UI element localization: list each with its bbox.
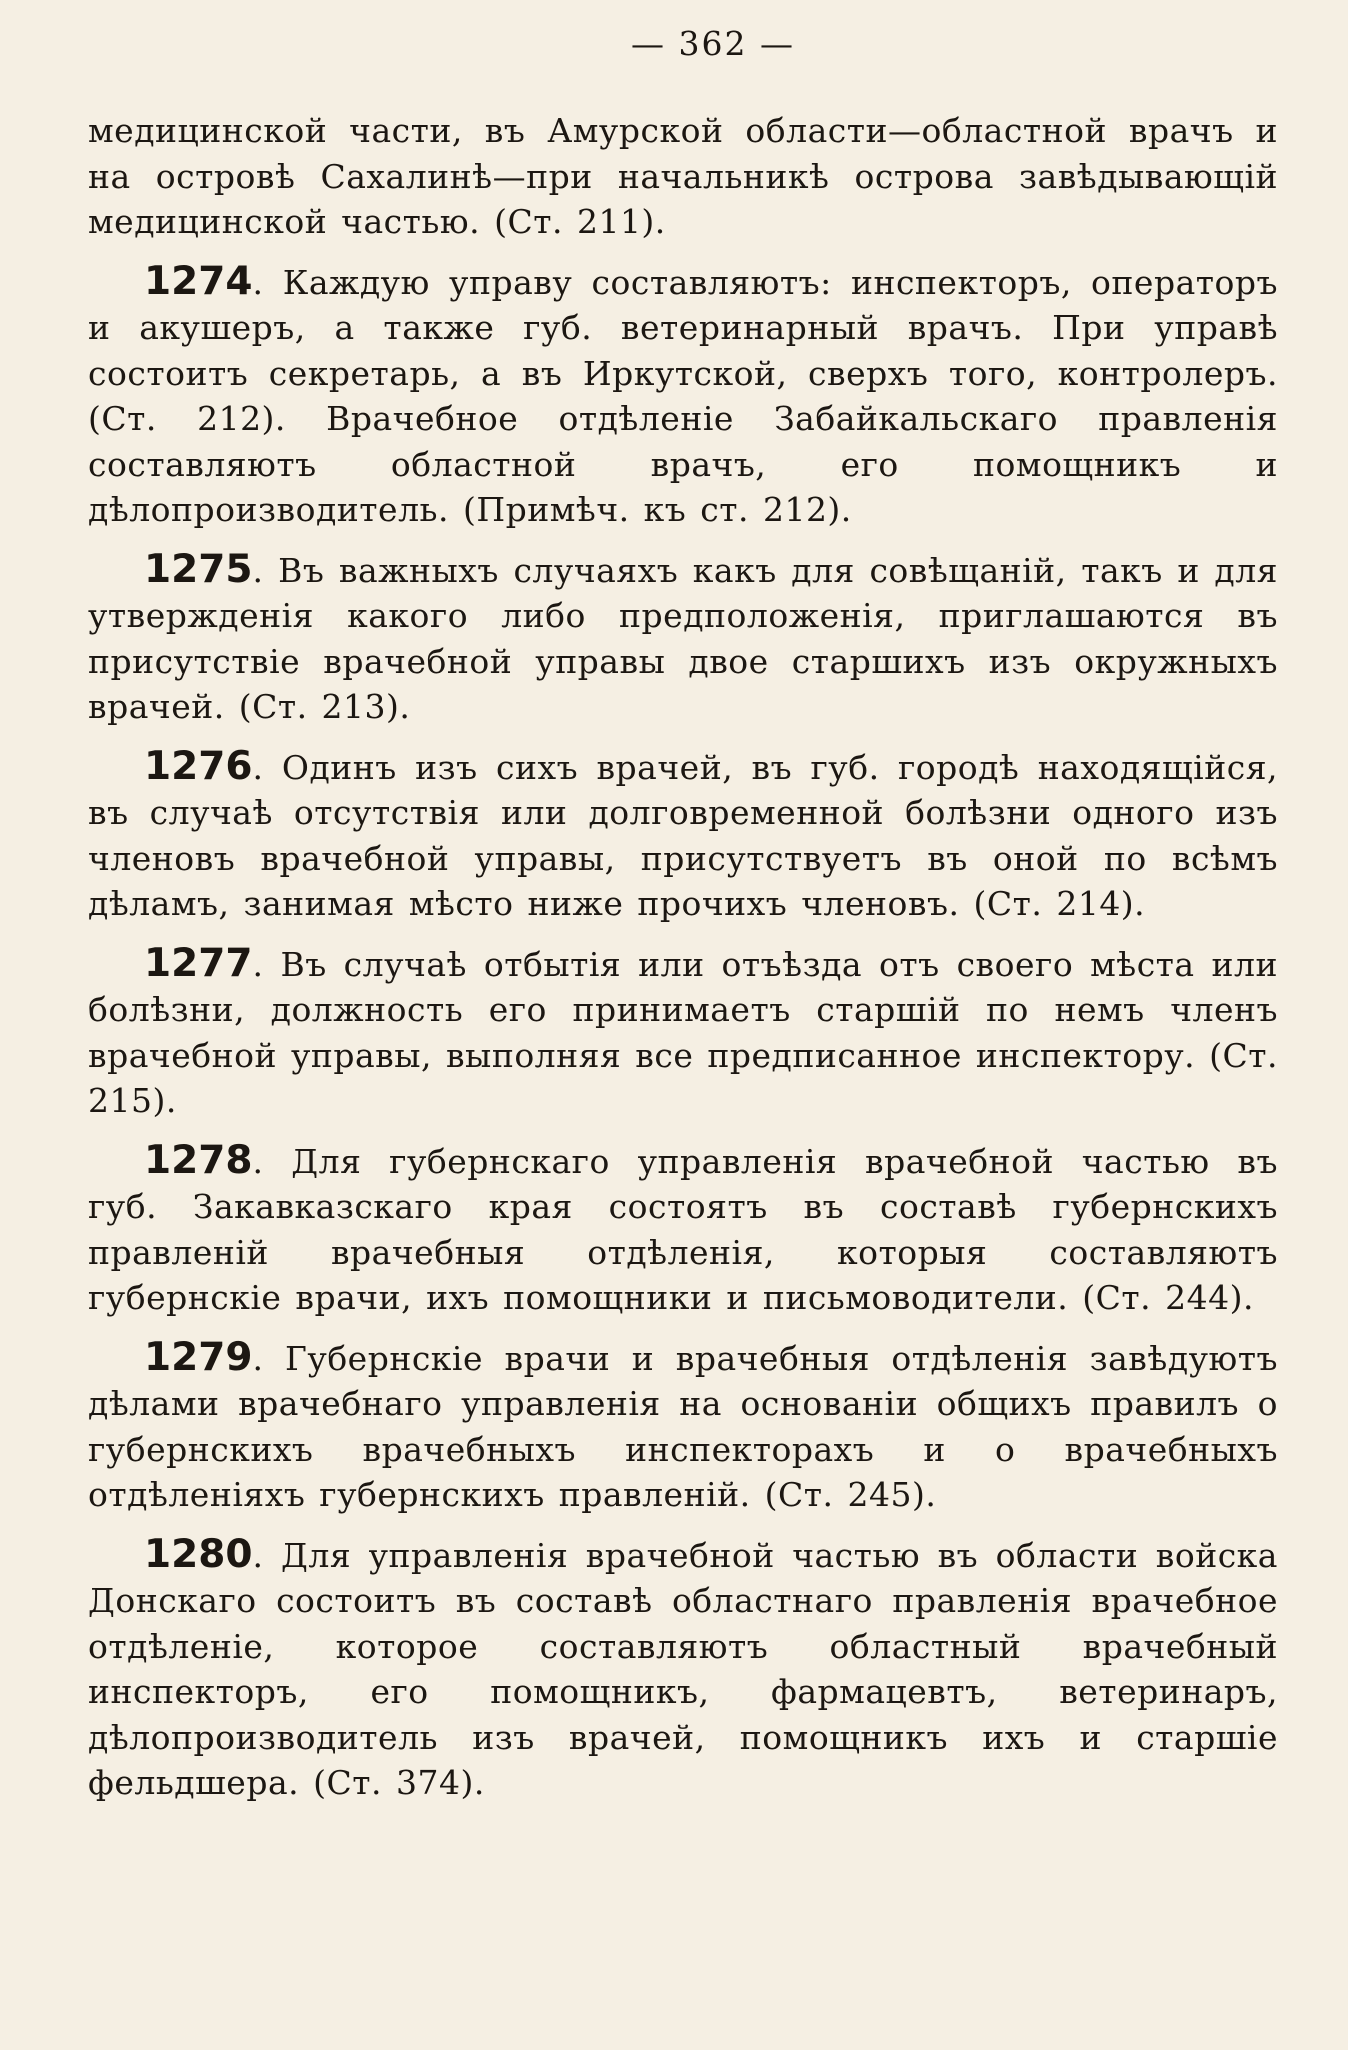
article-text: . Въ важныхъ случаяхъ какъ для совѣщаній, такъ и для утвержденія какого либо предположенія, приглашаются въ присутствіе врачебной управы двое старшихъ изъ окружныхъ врачей. (Ст. 213). xyxy=(88,550,1278,726)
article-number: 1276 xyxy=(144,743,253,789)
article-number: 1275 xyxy=(144,546,253,592)
article-number: 1279 xyxy=(144,1334,253,1380)
article-text: . Одинъ изъ сихъ врачей, въ губ. городѣ находящійся, въ случаѣ отсутствія или долговременной болѣзни одного изъ членовъ врачебной управы, присутствуетъ въ оной по всѣмъ дѣламъ, занимая мѣсто ниже прочихъ членовъ. (Ст. 214). xyxy=(88,747,1278,923)
article-text: . Въ случаѣ отбытія или отъѣзда отъ своего мѣста или болѣзни, должность его принимаетъ старшій по немъ членъ врачебной управы, выполняя все предписанное инспектору. (Ст. 215). xyxy=(88,944,1278,1120)
article-1277 xyxy=(88,941,1278,1124)
article-number: 1280 xyxy=(144,1531,253,1577)
article-1280 xyxy=(88,1532,1278,1806)
article-1278 xyxy=(88,1138,1278,1321)
article-text: . Губернскіе врачи и врачебныя отдѣленія завѣдуютъ дѣлами врачебнаго управленія на основаніи общихъ правилъ о губернскихъ врачебныхъ инспекторахъ и о врачебныхъ отдѣленіяхъ губернскихъ правленій. (Ст. 245). xyxy=(88,1338,1278,1514)
page-number: — 362 — xyxy=(631,24,795,63)
article-text: . Каждую управу составляютъ: инспекторъ, операторъ и акушеръ, а также губ. ветеринарный врачъ. При управѣ состоитъ секретарь, а въ Иркутской, сверхъ того, контролеръ. (Ст. 212). Врачебное отдѣленіе Забайкальскаго правленія составляютъ областной врачъ, его помощникъ и дѣлопроизводитель. (Примѣч. къ ст. 212). xyxy=(88,262,1278,529)
article-number: 1278 xyxy=(144,1137,253,1183)
paragraph-continuation xyxy=(88,108,1278,245)
article-number: 1277 xyxy=(144,940,253,986)
document-page xyxy=(88,20,1278,2030)
article-text: . Для управленія врачебной частью въ области войска Донскаго состоитъ въ составѣ областнаго правленія врачебное отдѣленіе, которое составляютъ областный врачебный инспекторъ, его помощникъ, фармацевтъ, ветеринаръ, дѣлопроизводитель изъ врачей, помощникъ ихъ и старшіе фельдшера. (Ст. 374). xyxy=(88,1535,1278,1802)
article-1275 xyxy=(88,547,1278,730)
article-number: 1274 xyxy=(144,258,253,304)
article-1274 xyxy=(88,259,1278,533)
article-1279 xyxy=(88,1335,1278,1518)
article-1276 xyxy=(88,744,1278,927)
paragraph-text: медицинской части, въ Амурской области—областной врачъ и на островѣ Сахалинѣ—при начальникѣ острова завѣдывающій медицинской частью. (Ст. 211). xyxy=(88,111,1278,241)
article-text: . Для губернскаго управленія врачебной частью въ губ. Закавказскаго края состоятъ въ составѣ губернскихъ правленій врачебныя отдѣленія, которыя составляютъ губернскіе врачи, ихъ помощники и письмоводители. (Ст. 244). xyxy=(88,1141,1278,1317)
